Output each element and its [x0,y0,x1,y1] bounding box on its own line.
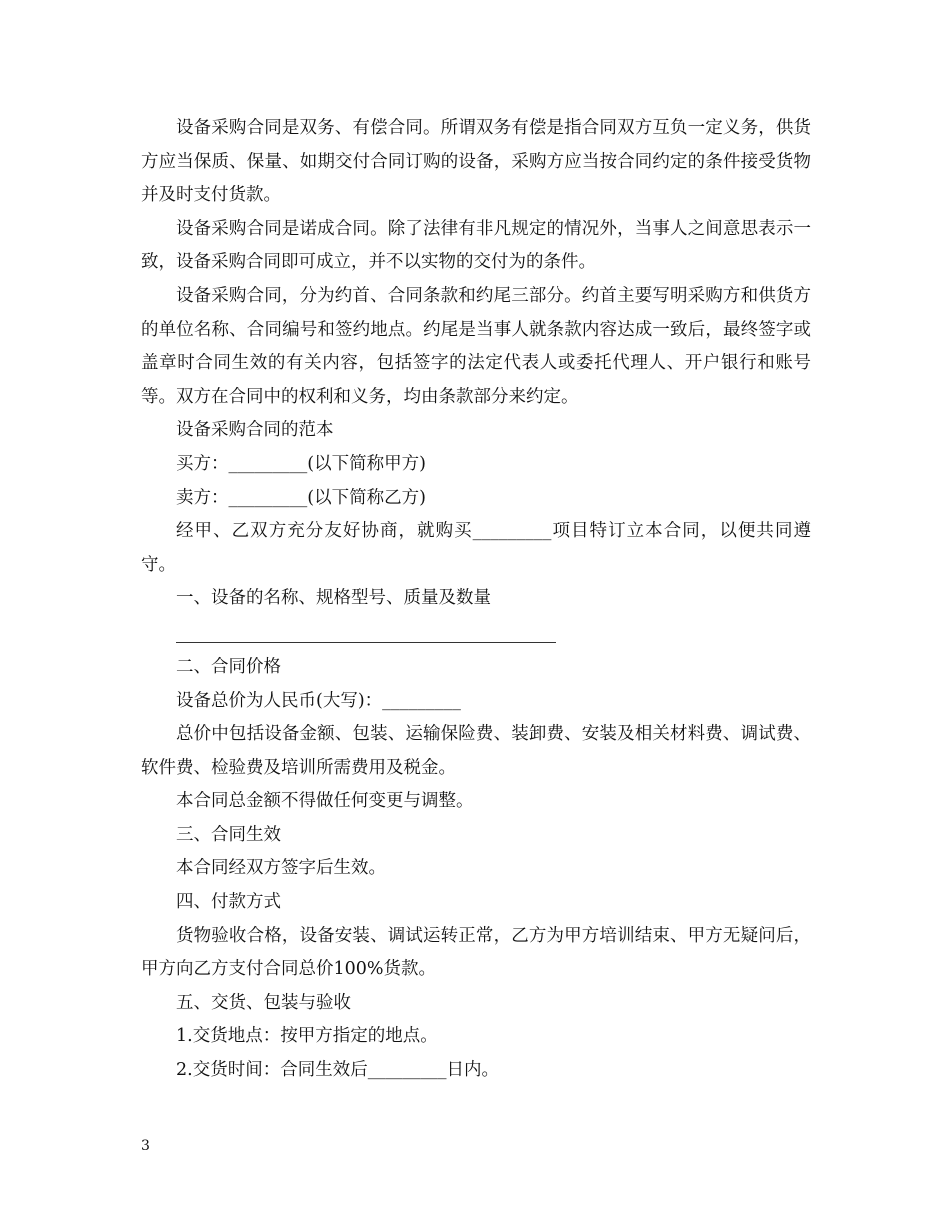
paragraph-consensual-contract: 设备采购合同是诺成合同。除了法律有非凡规定的情况外，当事人之间意思表示一致，设备采购合同即可成立，并不以实物的交付为的条件。 [141,218,811,273]
section-heading-effective: 三、合同生效 [176,824,281,845]
buyer-line: 买方：_________(以下简称甲方) [176,453,426,474]
paragraph-agreement-intro: 经甲、乙双方充分友好协商，就购买_________项目特订立本合同，以便共同遵守。 [141,521,811,575]
blank-fill-rule [176,616,556,643]
paragraph-contract-structure: 设备采购合同，分为约首、合同条款和约尾三部分。约首主要写明采购方和供货方的单位名称、合同编号和签约地点。约尾是当事人就条款内容达成一致后，最终签字或盖章时合同生效的有关内容，包括签字的法定代表人或委托代理人、开户银行和账号等。双方在合同中的权利和义务，均由条款部分来约定。 [141,285,811,407]
section-heading-price: 二、合同价格 [176,656,281,677]
paragraph-price-includes: 总价中包括设备金额、包装、运输保险费、装卸费、安装及相关材料费、调试费、软件费、检验费及培训所需费用及税金。 [141,724,811,778]
total-price-line: 设备总价为人民币(大写)：_________ [176,690,461,711]
paragraph-effective: 本合同经双方签字后生效。 [176,858,386,879]
section-heading-payment: 四、付款方式 [176,892,281,913]
delivery-time-item: 2.交货时间：合同生效后_________日内。 [176,1060,499,1081]
paragraph-no-change: 本合同总金额不得做任何变更与调整。 [176,791,474,812]
paragraph-bilateral-contract: 设备采购合同是双务、有偿合同。所谓双务有偿是指合同双方互负一定义务，供货方应当保质、保量、如期交付合同订购的设备，采购方应当按合同约定的条件接受货物并及时支付货款。 [141,118,811,206]
section-heading-template: 设备采购合同的范本 [176,420,334,441]
section-heading-delivery: 五、交货、包装与验收 [176,992,351,1013]
delivery-location-item: 1.交货地点：按甲方指定的地点。 [176,1026,438,1047]
seller-line: 卖方：_________(以下简称乙方) [176,487,426,508]
section-heading-equipment: 一、设备的名称、规格型号、质量及数量 [176,588,491,609]
paragraph-payment: 货物验收合格，设备安装、调试运转正常，乙方为甲方培训结束、甲方无疑问后，甲方向乙方支付合同总价100%货款。 [141,925,811,980]
page-number: 3 [141,1138,150,1154]
document-body [141,112,811,1088]
